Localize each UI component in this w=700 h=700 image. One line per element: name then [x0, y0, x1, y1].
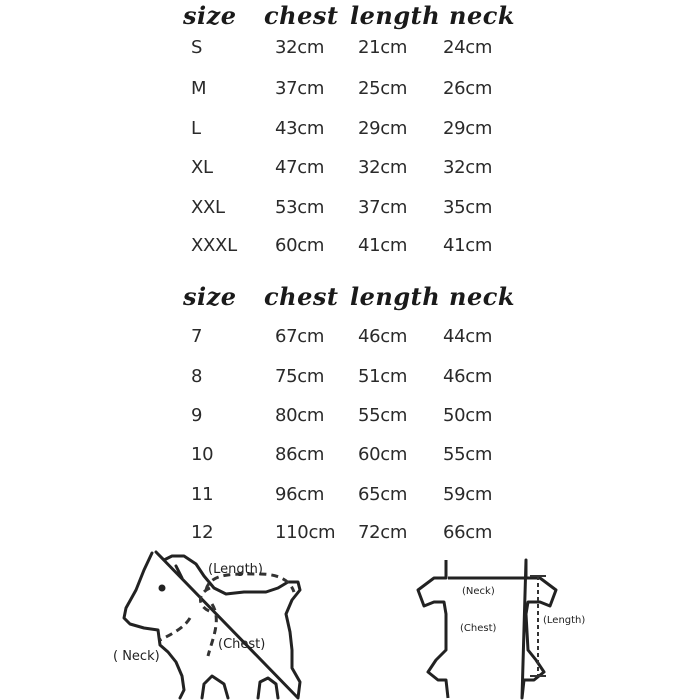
cell-length: 51cm: [358, 366, 408, 387]
cell-size: XXL: [191, 197, 225, 218]
garment-chest-label: (Chest): [460, 623, 497, 634]
dog-length-label: (Length): [208, 562, 263, 577]
cell-chest: 53cm: [275, 197, 325, 218]
header-chest: chest: [264, 282, 339, 311]
cell-length: 55cm: [358, 405, 408, 426]
cell-neck: 59cm: [443, 484, 493, 505]
cell-chest: 43cm: [275, 118, 325, 139]
header-neck: neck: [449, 282, 515, 311]
cell-length: 60cm: [358, 444, 408, 465]
garment-neck-label: (Neck): [462, 586, 495, 597]
cell-length: 25cm: [358, 78, 408, 99]
dog-neck-label: ( Neck): [113, 649, 160, 664]
header-neck: neck: [449, 1, 515, 30]
cell-neck: 44cm: [443, 326, 493, 347]
cell-neck: 29cm: [443, 118, 493, 139]
cell-size: 8: [191, 366, 203, 387]
cell-length: 65cm: [358, 484, 408, 505]
cell-chest: 75cm: [275, 366, 325, 387]
neck-line: [160, 618, 190, 640]
cell-size: 11: [191, 484, 214, 505]
cell-chest: 96cm: [275, 484, 325, 505]
cell-chest: 86cm: [275, 444, 325, 465]
cell-length: 72cm: [358, 522, 408, 543]
cell-chest: 47cm: [275, 157, 325, 178]
cell-neck: 41cm: [443, 235, 493, 256]
header-length: length: [350, 282, 441, 311]
cell-size: XXXL: [191, 235, 237, 256]
cell-size: XL: [191, 157, 213, 178]
cell-size: S: [191, 37, 203, 58]
cell-neck: 46cm: [443, 366, 493, 387]
cell-neck: 66cm: [443, 522, 493, 543]
dog-chest-label: (Chest): [218, 637, 266, 652]
cell-length: 21cm: [358, 37, 408, 58]
cell-length: 29cm: [358, 118, 408, 139]
cell-neck: 55cm: [443, 444, 493, 465]
cell-neck: 26cm: [443, 78, 493, 99]
cell-length: 46cm: [358, 326, 408, 347]
cell-size: 12: [191, 522, 214, 543]
garment-length-measure: [530, 576, 546, 676]
dog-eye-icon: [160, 586, 164, 590]
cell-length: 37cm: [358, 197, 408, 218]
cell-chest: 67cm: [275, 326, 325, 347]
cell-size: 9: [191, 405, 203, 426]
cell-chest: 110cm: [275, 522, 336, 543]
cell-neck: 50cm: [443, 405, 493, 426]
header-length: length: [350, 1, 441, 30]
cell-length: 41cm: [358, 235, 408, 256]
header-size: size: [183, 282, 237, 311]
cell-size: M: [191, 78, 207, 99]
header-chest: chest: [264, 1, 339, 30]
cell-neck: 32cm: [443, 157, 493, 178]
cell-size: 7: [191, 326, 203, 347]
cell-neck: 24cm: [443, 37, 493, 58]
cell-size: 10: [191, 444, 214, 465]
cell-length: 32cm: [358, 157, 408, 178]
cell-chest: 32cm: [275, 37, 325, 58]
cell-chest: 80cm: [275, 405, 325, 426]
header-size: size: [183, 1, 237, 30]
garment-length-label: (Length): [543, 615, 586, 626]
cell-size: L: [191, 118, 201, 139]
cell-chest: 37cm: [275, 78, 325, 99]
cell-neck: 35cm: [443, 197, 493, 218]
cell-chest: 60cm: [275, 235, 325, 256]
